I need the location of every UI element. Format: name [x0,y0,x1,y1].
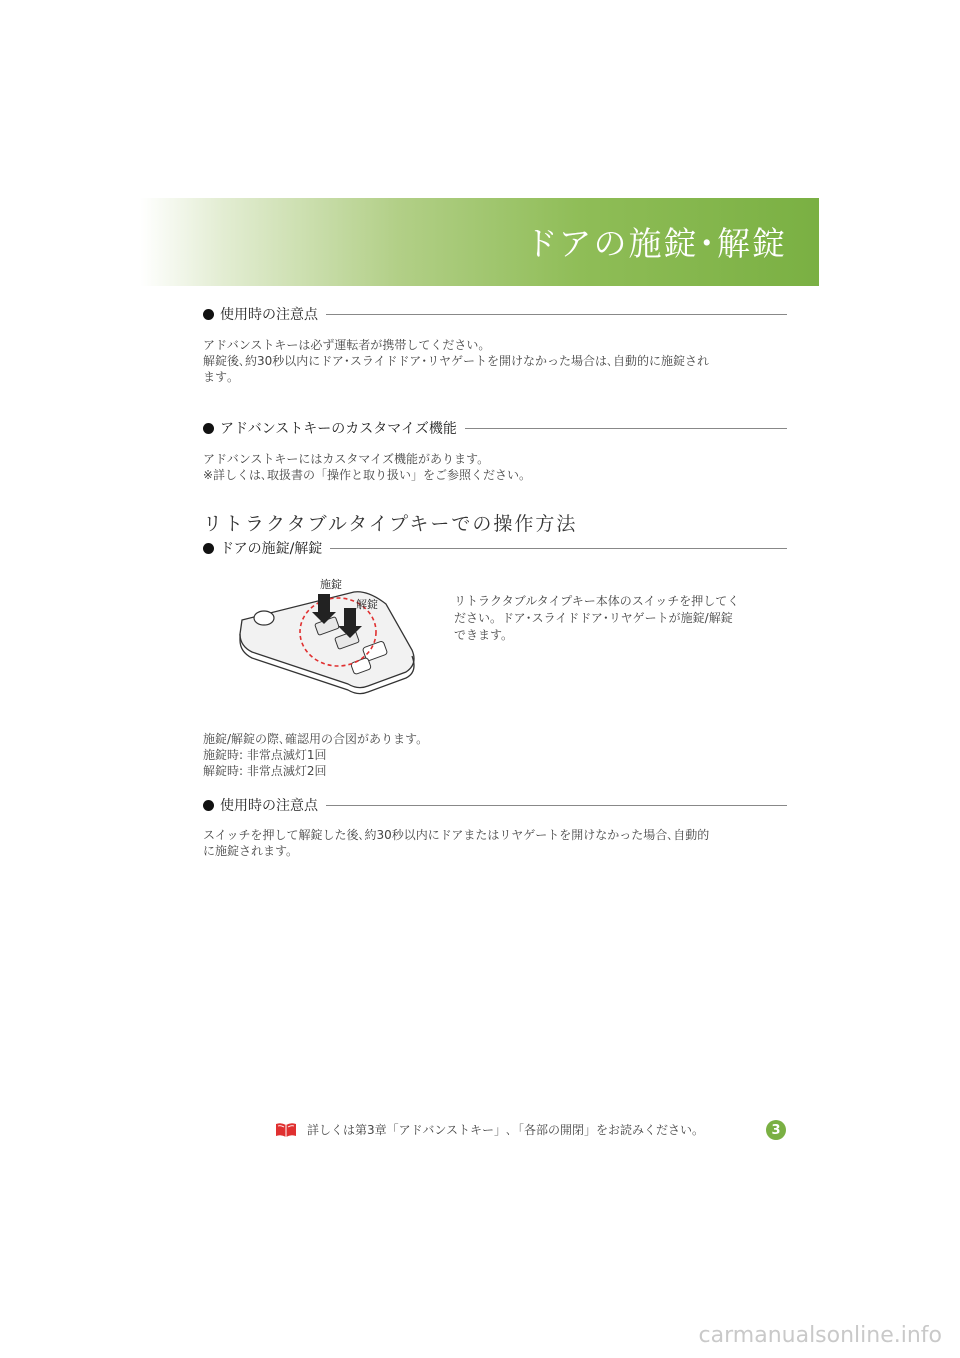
text-line: アドバンストキーにはカスタマイズ機能があります。 [203,452,490,466]
section-title: ドアの施錠/解錠 [220,541,323,557]
text-line: ※詳しくは､取扱書の「操作と取り扱い」をご参照ください｡ [203,468,526,482]
section-title: 使用時の注意点 [220,798,318,814]
divider [465,428,787,429]
chapter-badge: 3 [766,1120,786,1140]
caution-paragraph [203,337,793,385]
lock-label: 施錠 [320,578,342,591]
bullet-icon [203,423,214,434]
text-line: ます｡ [203,370,234,384]
book-icon [275,1122,297,1138]
divider [326,805,787,806]
key-ring [254,611,274,625]
footer-reference [275,1121,704,1138]
switch-instructions [454,593,794,644]
section-heading-door-lock [203,538,787,558]
footer-text: 詳しくは第3章「アドバンストキー」､「各部の開閉」をお読みください。 [307,1123,705,1137]
section-heading-caution [203,304,787,324]
bullet-icon [203,800,214,811]
section-title: 使用時の注意点 [220,307,318,323]
text-line: アドバンストキーは必ず運転者が携帯してください。 [203,338,491,352]
text-line: スイッチを押して解錠した後､約30秒以内にドアまたはリヤゲートを開けなかった場合､自動的 [203,828,710,842]
section-title: アドバンストキーのカスタマイズ機能 [220,421,457,437]
retractable-heading: リトラクタブルタイプキーでの操作方法 [203,513,578,535]
text-line: 解錠後､約30秒以内にドア･スライドドア･リヤゲートを開けなかった場合は､自動的に施錠され [203,354,709,368]
title-banner [140,198,819,286]
signal-paragraph [203,731,793,779]
page-title: ドアの施錠･解錠 [524,224,787,263]
divider [330,548,787,549]
unlock-label: 解錠 [356,598,378,611]
caution-paragraph-2 [203,827,793,859]
key-illustration [236,574,420,700]
text-line: に施錠されます。 [203,844,299,858]
divider [326,314,787,315]
section-heading-customize [203,418,787,438]
text-line: 施錠/解錠の際､確認用の合図があります。 [203,732,429,746]
text-line: 解錠時: 非常点滅灯2回 [203,764,327,778]
text-line: 施錠時: 非常点滅灯1回 [203,748,327,762]
text-line: できます。 [454,628,514,642]
watermark: carmanualsonline.info [698,1323,942,1348]
bullet-icon [203,309,214,320]
section-heading-caution-2 [203,795,787,815]
bullet-icon [203,543,214,554]
text-line: リトラクタブルタイプキー本体のスイッチを押してく [454,594,740,608]
text-line: ださい。ドア･スライドドア･リヤゲートが施錠/解錠 [454,611,733,625]
customize-paragraph [203,451,793,483]
